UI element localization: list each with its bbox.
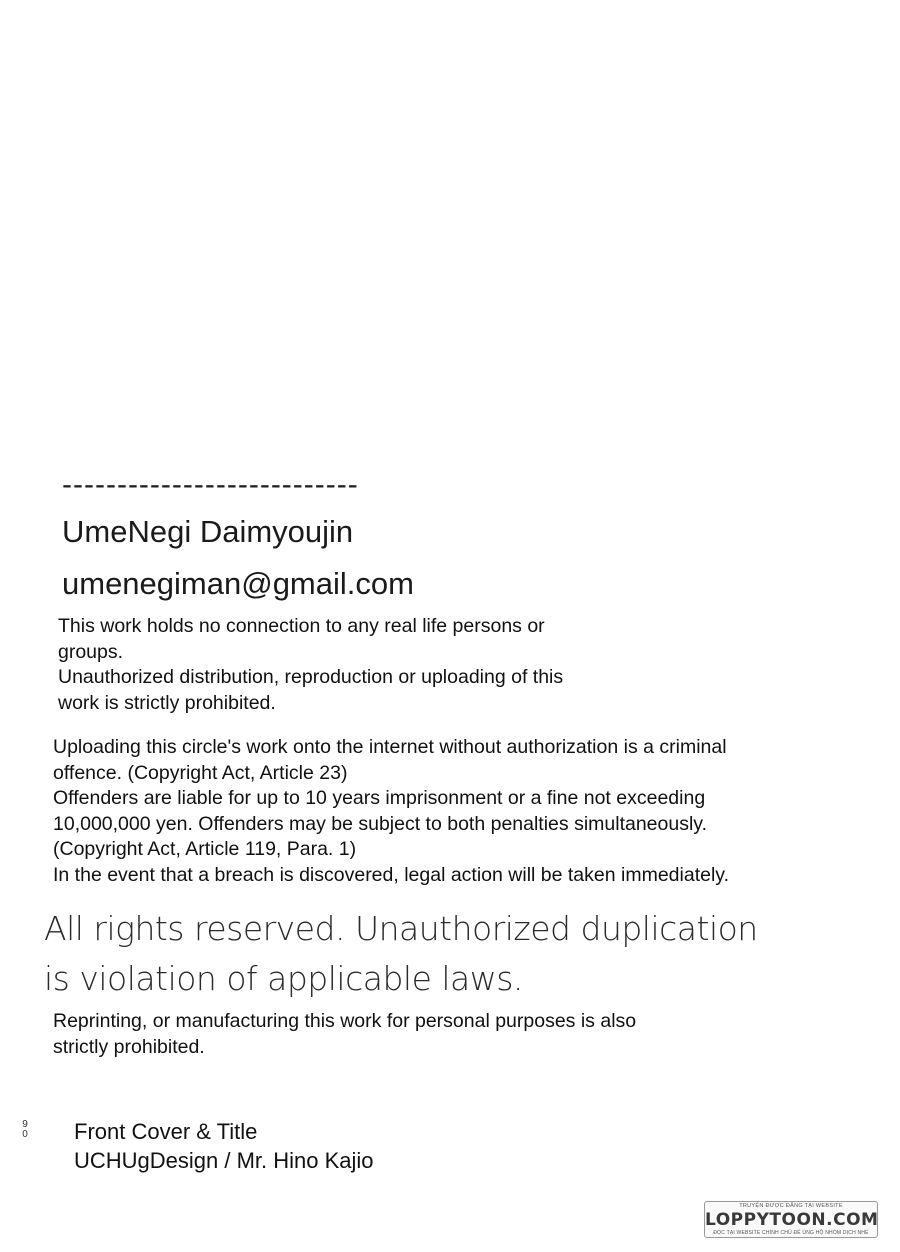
copyright-law-paragraph: Uploading this circle's work onto the internet without authorization is a criminal offence. (Copyright Act, Article 23) Offenders are liable for up to 10 years imprisonment or a fine not exceeding 10,000,000 yen. Offenders may be subject to both penalties simultaneously. (Copyright Act, Article 119, Para. 1) In the event that a breach is discovered, legal action will be taken immediately.: [53, 736, 730, 886]
author-email: umenegiman@gmail.com: [62, 566, 414, 601]
watermark-bottom-text: ĐỌC TẠI WEBSITE CHÍNH CHỦ ĐỂ ỦNG HỘ NHÓM DỊCH NHÉ: [713, 1230, 869, 1236]
disclaimer-paragraph: This work holds no connection to any real life persons or groups. Unauthorized distribution, reproduction or uploading of this work is strictly prohibited.: [58, 615, 564, 714]
page-number: 90: [22, 1119, 28, 1140]
author-name: UmeNegi Daimyoujin: [62, 514, 354, 549]
watermark-top-text: TRUYỆN ĐƯỢC ĐĂNG TẠI WEBSITE: [739, 1203, 843, 1209]
all-rights-reserved-notice: All rights reserved. Unauthorized duplication is violation of applicable laws.: [44, 909, 758, 998]
reprinting-prohibited-paragraph: Reprinting, or manufacturing this work for personal purposes is also strictly prohibited.: [53, 1010, 637, 1058]
watermark-site-name: LOPPYTOON.COM: [705, 1210, 879, 1230]
watermark-badge: [704, 1201, 878, 1238]
separator-line: ---------------------------: [62, 468, 359, 501]
cover-credits: Front Cover & Title UCHUgDesign / Mr. Hino Kajio: [74, 1119, 374, 1173]
